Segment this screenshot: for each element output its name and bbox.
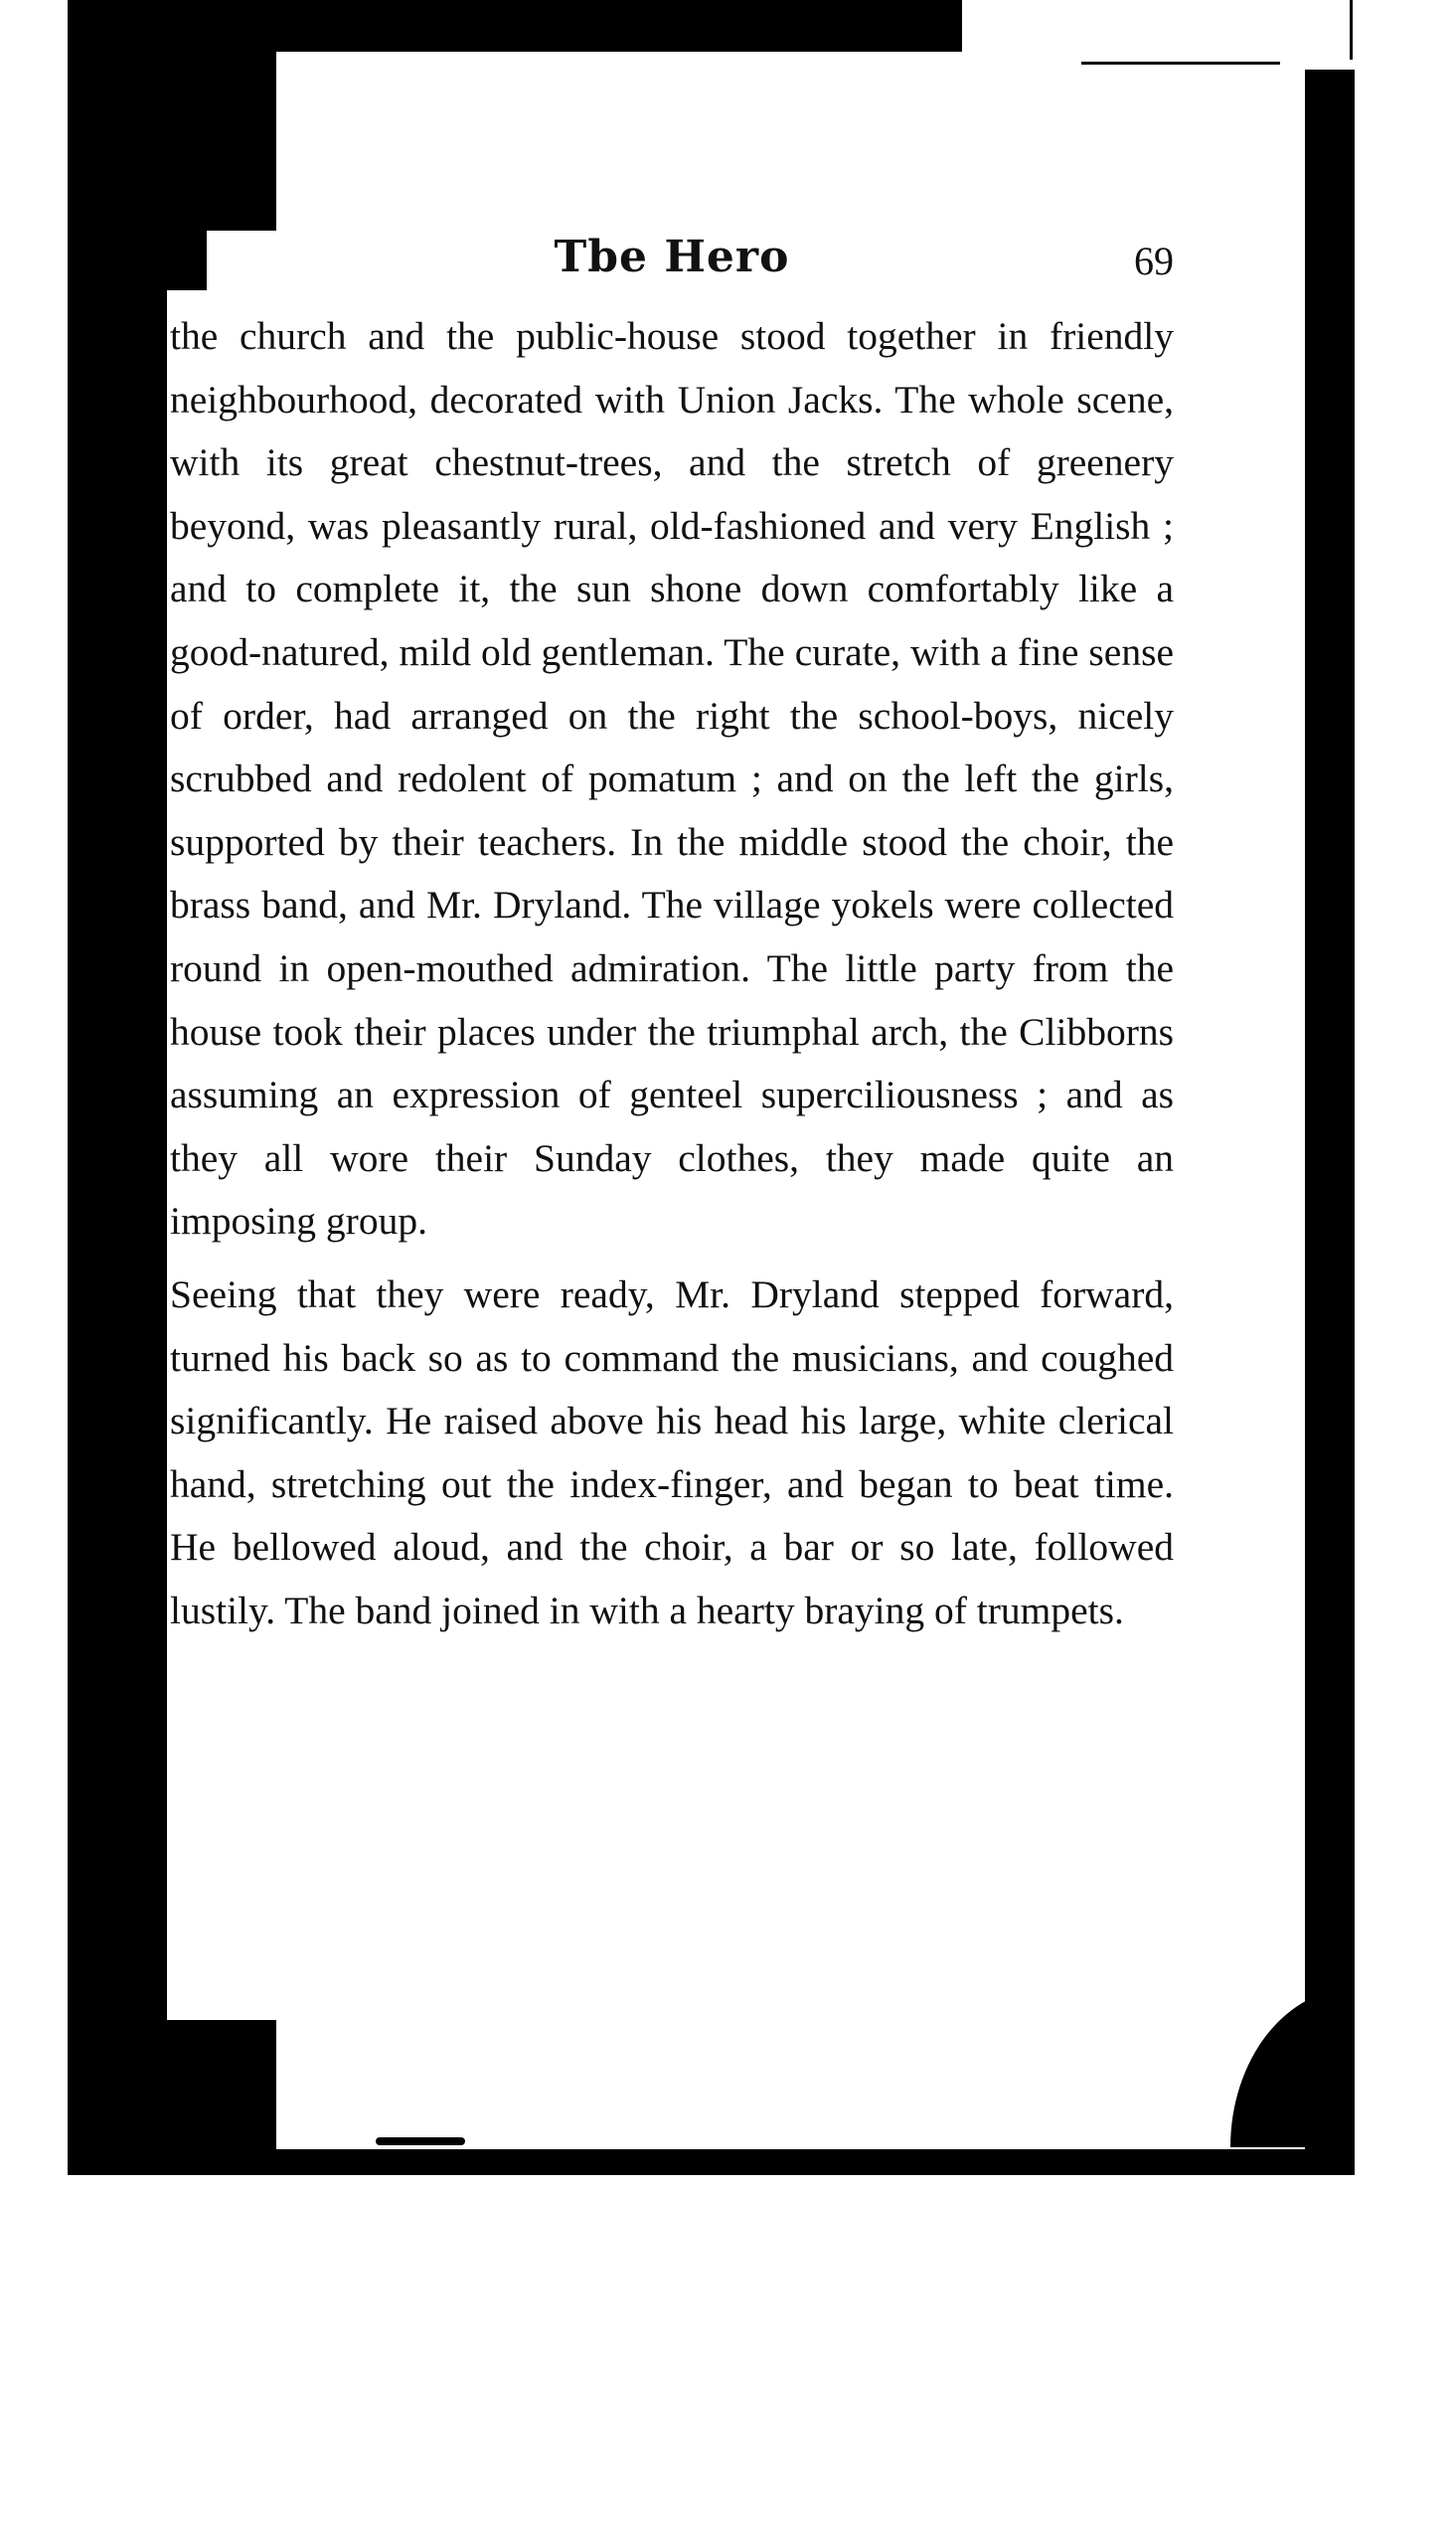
paragraph-2: Seeing that they were ready, Mr. Dryland stepped forward, turned his back so as to command the musicians, and coughed significantly. He raised above his head his large, white clerical hand, stretching out the index-finger, and began to beat time. He bellowed aloud, and the choir, a bar or so late, followed lustily. The band joined in with a hearty braying of trumpets. — [170, 1271, 1174, 1632]
scan-border-top — [68, 0, 962, 52]
page-number: 69 — [1134, 239, 1174, 283]
scan-border-right — [1305, 70, 1355, 2175]
scan-border-left — [68, 231, 167, 2020]
running-title: Tbe Hero — [554, 232, 790, 282]
scan-border-left-lower — [68, 2020, 276, 2149]
paragraph-1: the church and the public-house stood together in friendly neighbourhood, decorated with Union Jacks. The whole scene, with its great chestnut-trees, and the stretch of greenery beyond, was pleasantly rural, old-fashioned and very English ; and to complete it, the sun shone down comfortably like a good-natured, mild old gentleman. The curate, with a fine sense of order, had arranged on the right the school-boys, nicely scrubbed and redolent of pomatum ; and on the left the girls, supported by their teachers. In the middle stood the choir, the brass band, and Mr. Dryland. The village yokels were collected round in open-mouthed admiration. The little party from the house took their places under the triumphal arch, the Clibborns assuming an expression of genteel superciliousness ; and as they all wore their Sunday clothes, they made quite an imposing group. — [170, 314, 1174, 1244]
scan-top-rule — [1081, 62, 1280, 65]
book-page — [170, 224, 1174, 1642]
printer-ornament — [376, 2137, 465, 2145]
running-header — [170, 224, 1174, 293]
scan-border-right-curl — [1230, 1988, 1355, 2147]
scan-border-bottom — [68, 2149, 1355, 2175]
scan-top-right-tick — [1350, 0, 1353, 60]
scan-border-left-upper — [68, 52, 276, 231]
